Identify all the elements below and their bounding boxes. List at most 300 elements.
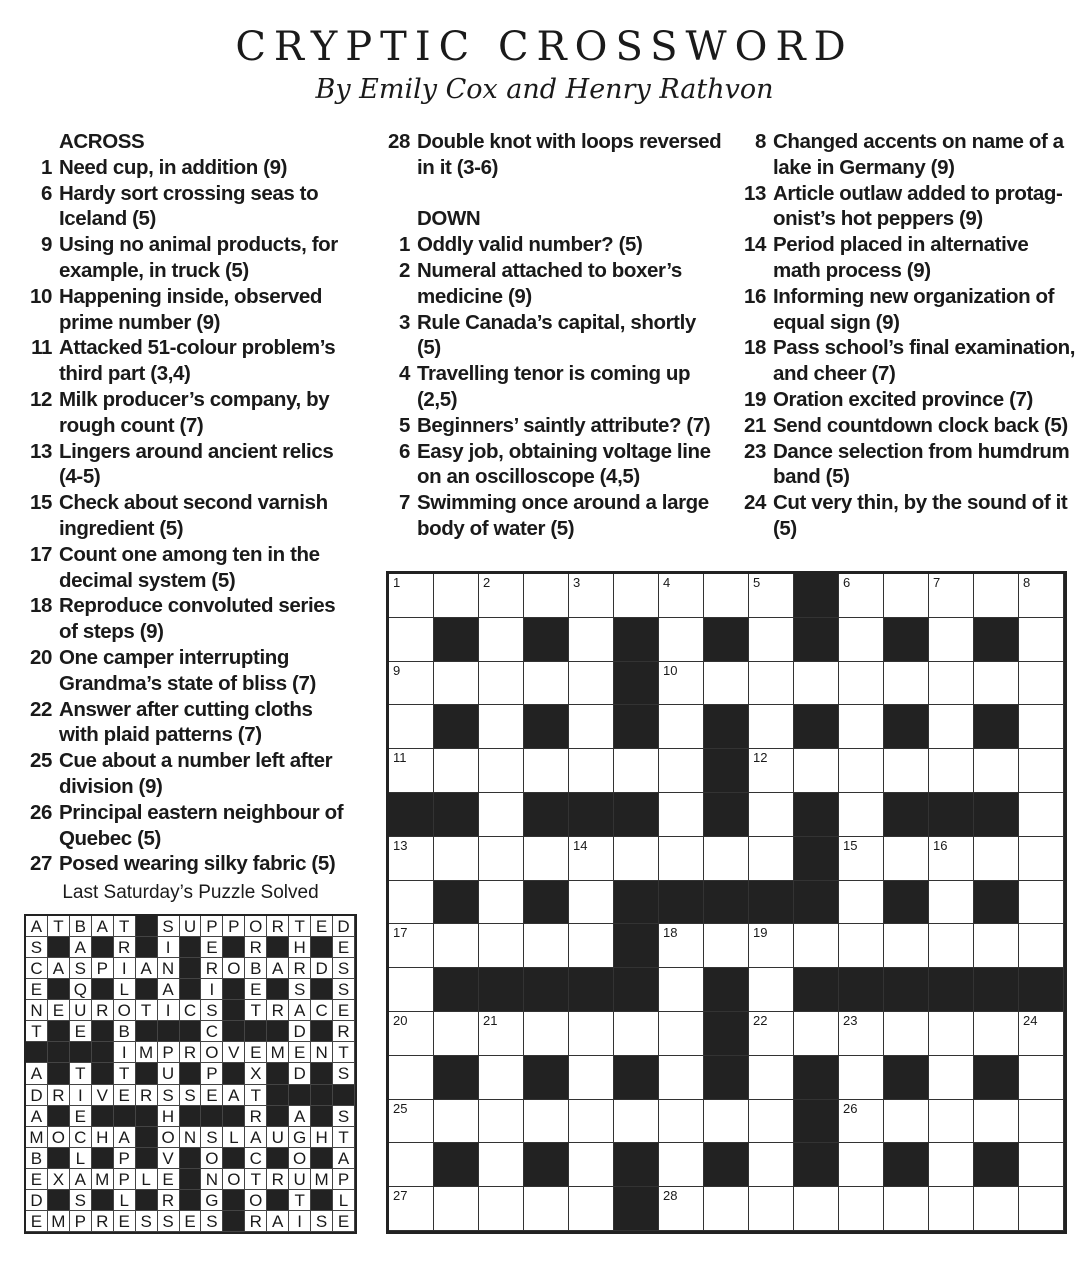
solved-black-cell	[267, 937, 289, 958]
grid-cell[interactable]	[749, 618, 794, 662]
puzzle-title: CRYPTIC CROSSWORD	[235, 24, 854, 70]
grid-cell[interactable]	[479, 1100, 524, 1144]
solved-letter-cell: S	[136, 1211, 158, 1232]
solved-black-cell	[311, 1106, 333, 1127]
clue-number: 20	[29, 645, 52, 669]
grid-cell[interactable]	[704, 574, 749, 618]
grid-cell[interactable]	[389, 1100, 434, 1144]
grid-cell[interactable]	[884, 837, 929, 881]
grid-cell[interactable]	[434, 1187, 479, 1231]
solved-black-cell	[136, 937, 158, 958]
grid-cell[interactable]	[929, 1012, 974, 1056]
grid-cell[interactable]	[479, 1143, 524, 1187]
solved-black-cell	[92, 1106, 114, 1127]
grid-cell[interactable]	[884, 924, 929, 968]
solved-letter-cell: R	[267, 1000, 289, 1021]
clue-col1-11	[24, 335, 354, 387]
grid-cell[interactable]	[659, 574, 704, 618]
grid-cell[interactable]	[794, 749, 839, 793]
clue-col1-18	[24, 593, 354, 645]
solved-letter-cell: R	[289, 958, 311, 979]
grid-black-cell	[434, 618, 479, 662]
grid-cell[interactable]	[749, 1056, 794, 1100]
solved-letter-cell: T	[245, 1169, 267, 1190]
clue-number: 16	[743, 284, 766, 308]
grid-cell[interactable]	[929, 1056, 974, 1100]
clue-text: Informing new organization of equal sign (9)	[773, 284, 1055, 334]
solved-letter-cell: P	[201, 1063, 223, 1084]
grid-cell[interactable]	[524, 662, 569, 706]
grid-cell[interactable]	[389, 1012, 434, 1056]
solved-letter-cell: A	[114, 1127, 136, 1148]
solved-black-cell	[48, 1021, 70, 1042]
grid-cell[interactable]	[974, 1187, 1019, 1231]
grid-cell[interactable]	[929, 662, 974, 706]
grid-cell[interactable]	[659, 618, 704, 662]
cell-number: 26	[843, 1100, 858, 1116]
solved-letter-cell: R	[201, 958, 223, 979]
solved-letter-cell: H	[92, 1127, 114, 1148]
solved-letter-cell: D	[333, 916, 355, 937]
solved-letter-cell: O	[201, 1042, 223, 1063]
solved-letter-cell: E	[26, 979, 48, 1000]
clue-text: Easy job, obtaining voltage line on an oscilloscope (4,5)	[417, 439, 711, 489]
grid-cell[interactable]	[704, 662, 749, 706]
grid-cell[interactable]	[884, 662, 929, 706]
solved-letter-cell: E	[311, 916, 333, 937]
solved-letter-cell: A	[267, 958, 289, 979]
clue-col3-24	[738, 490, 1078, 542]
clue-text: Count one among ten in the decimal system (5)	[59, 542, 320, 592]
grid-cell[interactable]	[974, 924, 1019, 968]
grid-cell[interactable]	[659, 968, 704, 1012]
grid-cell[interactable]	[569, 1143, 614, 1187]
grid-cell[interactable]	[839, 837, 884, 881]
grid-cell[interactable]	[749, 749, 794, 793]
grid-cell[interactable]	[389, 1143, 434, 1187]
clue-text: Travelling tenor is coming up (2,5)	[417, 362, 691, 411]
grid-cell[interactable]	[929, 705, 974, 749]
grid-cell[interactable]	[1019, 1100, 1064, 1144]
grid-cell[interactable]	[704, 837, 749, 881]
solved-letter-cell: U	[267, 1127, 289, 1148]
grid-cell[interactable]	[749, 793, 794, 837]
grid-cell[interactable]	[839, 924, 884, 968]
spacer	[382, 181, 722, 207]
grid-cell[interactable]	[569, 1100, 614, 1144]
solved-letter-cell: T	[48, 916, 70, 937]
solved-black-cell	[223, 979, 245, 1000]
solved-black-cell	[136, 1106, 158, 1127]
grid-black-cell	[794, 837, 839, 881]
grid-cell[interactable]	[479, 837, 524, 881]
solved-letter-cell: A	[26, 916, 48, 937]
grid-cell[interactable]	[929, 1187, 974, 1231]
grid-cell[interactable]	[884, 1187, 929, 1231]
solved-letter-cell: E	[26, 1169, 48, 1190]
grid-cell[interactable]	[884, 1100, 929, 1144]
solved-letter-cell: R	[245, 1211, 267, 1232]
solved-letter-cell: S	[180, 1085, 202, 1106]
clue-number: 28	[387, 130, 410, 153]
solved-letter-cell: S	[333, 958, 355, 979]
grid-black-cell	[614, 705, 659, 749]
clue-number: 22	[29, 697, 52, 721]
solved-letter-cell: T	[114, 916, 136, 937]
grid-cell[interactable]	[389, 749, 434, 793]
grid-cell[interactable]	[974, 1012, 1019, 1056]
clue-col3-8	[738, 129, 1078, 181]
grid-black-cell	[524, 705, 569, 749]
grid-cell[interactable]	[929, 574, 974, 618]
solved-black-cell	[180, 1169, 202, 1190]
grid-cell[interactable]	[524, 1187, 569, 1231]
solved-letter-cell: E	[26, 1211, 48, 1232]
solved-letter-cell: S	[333, 1106, 355, 1127]
grid-cell[interactable]	[479, 793, 524, 837]
solved-letter-cell: L	[136, 1169, 158, 1190]
grid-cell[interactable]	[749, 1143, 794, 1187]
grid-cell[interactable]	[884, 749, 929, 793]
grid-cell[interactable]	[749, 837, 794, 881]
grid-cell[interactable]	[659, 924, 704, 968]
grid-cell[interactable]	[839, 1143, 884, 1187]
solved-letter-cell: D	[289, 1063, 311, 1084]
grid-cell[interactable]	[569, 618, 614, 662]
clue-column-3	[738, 129, 1078, 542]
grid-cell[interactable]	[659, 837, 704, 881]
grid-cell[interactable]	[929, 618, 974, 662]
grid-cell[interactable]	[929, 1100, 974, 1144]
cell-number: 14	[573, 837, 588, 853]
grid-cell[interactable]	[974, 837, 1019, 881]
grid-black-cell	[884, 1056, 929, 1100]
grid-cell[interactable]	[929, 924, 974, 968]
solved-letter-cell: A	[333, 1148, 355, 1169]
grid-cell[interactable]	[389, 837, 434, 881]
grid-cell[interactable]	[434, 574, 479, 618]
clue-number: 27	[29, 852, 52, 876]
solved-letter-cell: V	[92, 1085, 114, 1106]
solved-letter-cell: D	[289, 1021, 311, 1042]
grid-cell[interactable]	[659, 793, 704, 837]
clue-text: One camper interrupting Grandma’s state of bliss (7)	[59, 645, 316, 695]
grid-cell[interactable]	[659, 749, 704, 793]
grid-cell[interactable]	[659, 662, 704, 706]
grid-cell[interactable]	[389, 618, 434, 662]
grid-cell[interactable]	[524, 837, 569, 881]
grid-cell[interactable]	[749, 1012, 794, 1056]
solved-letter-cell: V	[158, 1148, 180, 1169]
grid-cell[interactable]	[929, 749, 974, 793]
solved-letter-cell: R	[92, 1000, 114, 1021]
clue-text: Double knot with loops reversed in it (3-6)	[417, 130, 722, 179]
grid-cell[interactable]	[524, 924, 569, 968]
solved-letter-cell: A	[289, 1000, 311, 1021]
solved-letter-cell: S	[333, 1063, 355, 1084]
solved-black-cell	[114, 1106, 136, 1127]
solved-letter-cell: P	[333, 1169, 355, 1190]
clue-col1-15	[24, 490, 354, 542]
grid-cell[interactable]	[839, 618, 884, 662]
grid-cell[interactable]	[929, 837, 974, 881]
crossword-grid[interactable]	[386, 571, 1067, 1234]
grid-cell[interactable]	[524, 1100, 569, 1144]
solved-letter-cell: P	[92, 958, 114, 979]
grid-cell[interactable]	[614, 837, 659, 881]
grid-cell[interactable]	[1019, 924, 1064, 968]
cell-number: 4	[663, 575, 671, 590]
grid-black-cell	[704, 705, 749, 749]
grid-cell[interactable]	[614, 1012, 659, 1056]
solved-letter-cell: E	[333, 1211, 355, 1232]
grid-cell[interactable]	[389, 662, 434, 706]
clue-number: 9	[40, 233, 52, 257]
grid-cell[interactable]	[704, 1100, 749, 1144]
grid-cell[interactable]	[524, 1012, 569, 1056]
grid-black-cell	[794, 1100, 839, 1144]
grid-cell[interactable]	[389, 574, 434, 618]
grid-cell[interactable]	[884, 1012, 929, 1056]
solved-letter-cell: U	[70, 1000, 92, 1021]
grid-cell[interactable]	[479, 618, 524, 662]
grid-cell[interactable]	[839, 662, 884, 706]
grid-cell[interactable]	[569, 924, 614, 968]
grid-cell[interactable]	[1019, 662, 1064, 706]
grid-cell[interactable]	[749, 574, 794, 618]
solved-black-cell	[201, 1106, 223, 1127]
grid-cell[interactable]	[929, 1143, 974, 1187]
solved-letter-cell: T	[333, 1042, 355, 1063]
solved-letter-cell: R	[92, 1211, 114, 1232]
grid-black-cell	[974, 968, 1019, 1012]
clue-text: Beginners’ saintly attribute? (7)	[417, 413, 711, 437]
grid-cell[interactable]	[479, 881, 524, 925]
clue-text: Posed wearing silky fabric (5)	[59, 852, 336, 876]
solved-letter-cell: P	[114, 1148, 136, 1169]
grid-cell[interactable]	[434, 1012, 479, 1056]
grid-cell[interactable]	[434, 662, 479, 706]
solved-black-cell	[70, 1042, 92, 1063]
grid-cell[interactable]	[569, 1056, 614, 1100]
grid-cell[interactable]	[659, 1012, 704, 1056]
grid-cell[interactable]	[1019, 749, 1064, 793]
solved-letter-cell: B	[245, 958, 267, 979]
grid-cell[interactable]	[794, 1187, 839, 1231]
down-clue-list-continued	[738, 129, 1078, 542]
solved-black-cell	[180, 937, 202, 958]
grid-cell[interactable]	[1019, 618, 1064, 662]
solved-letter-cell: E	[180, 1211, 202, 1232]
grid-cell[interactable]	[659, 1143, 704, 1187]
grid-cell[interactable]	[479, 1012, 524, 1056]
grid-cell[interactable]	[569, 881, 614, 925]
grid-black-cell	[884, 881, 929, 925]
grid-cell[interactable]	[794, 1012, 839, 1056]
grid-cell[interactable]	[749, 662, 794, 706]
cell-number: 11	[393, 750, 407, 766]
clue-number: 4	[398, 362, 410, 386]
grid-cell[interactable]	[749, 1100, 794, 1144]
solved-black-cell	[267, 1106, 289, 1127]
grid-cell[interactable]	[974, 749, 1019, 793]
grid-cell[interactable]	[389, 881, 434, 925]
grid-cell[interactable]	[839, 574, 884, 618]
grid-cell[interactable]	[1019, 881, 1064, 925]
solved-letter-cell: N	[180, 1127, 202, 1148]
grid-cell[interactable]	[884, 574, 929, 618]
clue-number: 23	[743, 439, 766, 463]
grid-cell[interactable]	[479, 574, 524, 618]
grid-cell[interactable]	[1019, 1012, 1064, 1056]
grid-cell[interactable]	[974, 662, 1019, 706]
clue-text: Swimming once around a large body of water (5)	[417, 491, 709, 540]
grid-cell[interactable]	[389, 1056, 434, 1100]
grid-cell[interactable]	[659, 1056, 704, 1100]
grid-cell[interactable]	[749, 968, 794, 1012]
grid-cell[interactable]	[659, 705, 704, 749]
grid-cell[interactable]	[479, 662, 524, 706]
grid-cell[interactable]	[479, 1056, 524, 1100]
solved-letter-cell: I	[114, 958, 136, 979]
grid-cell[interactable]	[1019, 793, 1064, 837]
grid-cell[interactable]	[569, 1187, 614, 1231]
solved-black-cell	[223, 1211, 245, 1232]
solved-letter-cell: N	[311, 1042, 333, 1063]
solved-letter-cell: M	[136, 1042, 158, 1063]
grid-cell[interactable]	[659, 1187, 704, 1231]
grid-cell[interactable]	[839, 881, 884, 925]
solved-letter-cell: S	[70, 1190, 92, 1211]
solved-black-cell	[223, 1000, 245, 1021]
grid-black-cell	[569, 793, 614, 837]
grid-cell[interactable]	[569, 749, 614, 793]
solved-black-cell	[92, 1190, 114, 1211]
clue-number: 10	[29, 284, 52, 308]
grid-cell[interactable]	[839, 705, 884, 749]
grid-cell[interactable]	[1019, 574, 1064, 618]
solved-black-cell	[180, 1063, 202, 1084]
grid-cell[interactable]	[434, 749, 479, 793]
grid-cell[interactable]	[929, 881, 974, 925]
solved-letter-cell: I	[158, 937, 180, 958]
clue-col1-13	[24, 439, 354, 491]
grid-cell[interactable]	[839, 1056, 884, 1100]
solved-black-cell	[92, 1042, 114, 1063]
grid-black-cell	[614, 968, 659, 1012]
solved-black-cell	[267, 979, 289, 1000]
grid-cell[interactable]	[839, 1100, 884, 1144]
solved-black-cell	[311, 1190, 333, 1211]
solved-letter-cell: D	[26, 1085, 48, 1106]
solved-black-cell	[223, 1063, 245, 1084]
grid-cell[interactable]	[1019, 1143, 1064, 1187]
grid-black-cell	[1019, 968, 1064, 1012]
grid-cell[interactable]	[434, 924, 479, 968]
solved-black-cell	[223, 937, 245, 958]
grid-black-cell	[524, 1056, 569, 1100]
down-header: DOWN	[417, 207, 481, 231]
solved-letter-cell: C	[201, 1021, 223, 1042]
grid-cell[interactable]	[524, 749, 569, 793]
clue-text: Pass school’s final examination, and cheer (7)	[773, 336, 1076, 386]
grid-cell[interactable]	[479, 924, 524, 968]
grid-black-cell	[614, 618, 659, 662]
grid-cell[interactable]	[434, 1100, 479, 1144]
grid-cell[interactable]	[479, 1187, 524, 1231]
grid-cell[interactable]	[839, 1012, 884, 1056]
solved-letter-cell: E	[289, 1042, 311, 1063]
grid-cell[interactable]	[389, 1187, 434, 1231]
grid-cell[interactable]	[839, 793, 884, 837]
grid-cell[interactable]	[794, 662, 839, 706]
grid-cell[interactable]	[1019, 1187, 1064, 1231]
solved-black-cell	[267, 1021, 289, 1042]
solved-letter-cell: C	[311, 1000, 333, 1021]
clue-text: Article outlaw added to protag-onist’s hot peppers (9)	[773, 181, 1063, 231]
grid-cell[interactable]	[569, 662, 614, 706]
solved-black-cell	[311, 1021, 333, 1042]
solved-letter-cell: L	[223, 1127, 245, 1148]
grid-cell[interactable]	[749, 924, 794, 968]
cell-number: 10	[663, 662, 678, 678]
grid-cell[interactable]	[974, 574, 1019, 618]
grid-black-cell	[434, 968, 479, 1012]
grid-cell[interactable]	[1019, 837, 1064, 881]
grid-cell[interactable]	[389, 968, 434, 1012]
solved-letter-cell: I	[201, 979, 223, 1000]
grid-cell[interactable]	[704, 1187, 749, 1231]
grid-cell[interactable]	[749, 705, 794, 749]
grid-cell[interactable]	[614, 1100, 659, 1144]
grid-black-cell	[794, 968, 839, 1012]
grid-cell[interactable]	[974, 1100, 1019, 1144]
clue-col2_down-1	[382, 232, 722, 258]
grid-cell[interactable]	[1019, 1056, 1064, 1100]
grid-cell[interactable]	[434, 837, 479, 881]
cell-number: 18	[663, 925, 678, 941]
cell-number: 24	[1023, 1013, 1038, 1028]
solved-letter-cell: T	[333, 1127, 355, 1148]
solved-letter-cell: S	[70, 958, 92, 979]
grid-cell[interactable]	[794, 924, 839, 968]
grid-black-cell	[794, 881, 839, 925]
solved-black-cell	[92, 1148, 114, 1169]
grid-cell[interactable]	[704, 924, 749, 968]
grid-cell[interactable]	[389, 705, 434, 749]
grid-cell[interactable]	[524, 574, 569, 618]
grid-cell[interactable]	[839, 749, 884, 793]
grid-cell[interactable]	[1019, 705, 1064, 749]
solved-letter-cell: B	[70, 916, 92, 937]
solved-letter-cell: C	[180, 1000, 202, 1021]
grid-cell[interactable]	[839, 1187, 884, 1231]
cell-number: 12	[753, 750, 768, 766]
grid-cell[interactable]	[479, 749, 524, 793]
solved-letter-cell: G	[289, 1127, 311, 1148]
grid-cell[interactable]	[614, 574, 659, 618]
grid-cell[interactable]	[479, 705, 524, 749]
grid-cell[interactable]	[569, 574, 614, 618]
grid-cell[interactable]	[389, 924, 434, 968]
grid-cell[interactable]	[749, 1187, 794, 1231]
grid-cell[interactable]	[569, 837, 614, 881]
grid-cell[interactable]	[569, 705, 614, 749]
grid-cell[interactable]	[569, 1012, 614, 1056]
grid-cell[interactable]	[659, 1100, 704, 1144]
grid-cell[interactable]	[614, 749, 659, 793]
grid-black-cell	[614, 1143, 659, 1187]
